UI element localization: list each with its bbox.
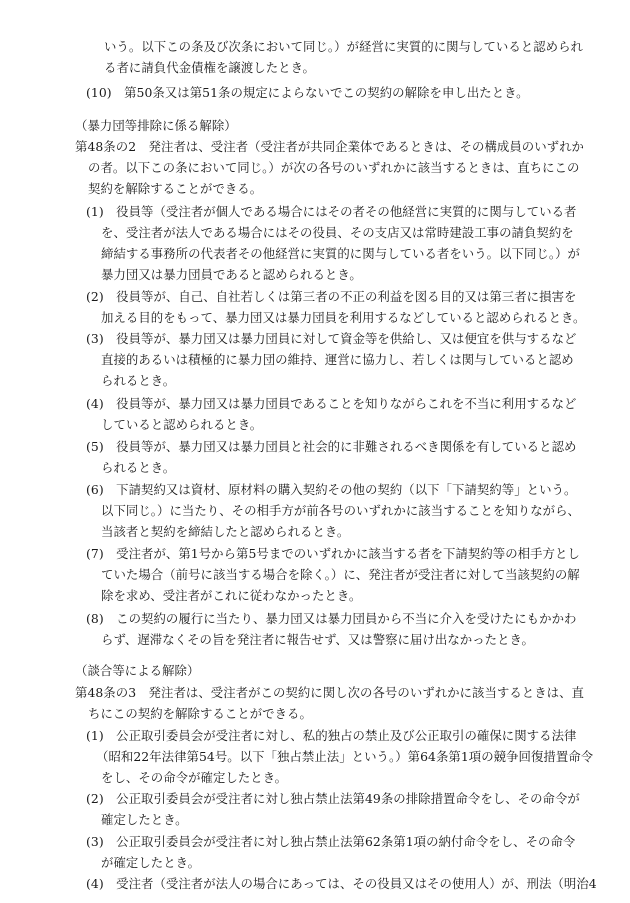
text-line: られるとき。 bbox=[101, 459, 176, 475]
section-heading: （談合等による解除） bbox=[75, 663, 200, 679]
text-line: が確定したとき。 bbox=[101, 854, 201, 870]
list-item: (3) 役員等が、暴力団又は暴力団員に対して資金等を供給し、又は便宜を供与するなど bbox=[86, 330, 577, 346]
list-item: (4) 受注者（受注者が法人の場合にあっては、その役員又はその使用人）が、刑法（明治4 bbox=[86, 876, 597, 891]
section-heading: （暴力団等排除に係る解除） bbox=[75, 118, 237, 134]
text-line: 締結する事務所の代表者その他経営に実質的に関与している者をいう。以下同じ。）が bbox=[101, 246, 580, 262]
text-line: 直接的あるいは積極的に暴力団の維持、運営に協力し、若しくは関与していると認め bbox=[101, 352, 574, 368]
text-line: 確定したとき。 bbox=[101, 812, 188, 828]
text-line: の者。以下この条において同じ。）が次の各号のいずれかに該当するときは、直ちにこの bbox=[88, 159, 580, 175]
text-line: いう。以下この条及び次条において同じ。）が経営に実質的に関与していると認められ bbox=[104, 39, 583, 54]
text-line: 除を求め、受注者がこれに従わなかったとき。 bbox=[101, 588, 362, 604]
list-item: (8) この契約の履行に当たり、暴力団又は暴力団員から不当に介入を受けたにもかかわ bbox=[86, 610, 577, 626]
text-line: していると認められるとき。 bbox=[101, 417, 263, 433]
list-item: (4) 役員等が、暴力団又は暴力団員であることを知りながらこれを不当に利用するなど bbox=[86, 396, 577, 412]
text-line: る者に請負代金債権を譲渡したとき。 bbox=[104, 60, 315, 76]
text-line: 加える目的をもって、暴力団又は暴力団員を利用するなどしていると認められるとき。 bbox=[101, 309, 586, 325]
list-item: (2) 役員等が、自己、自社若しくは第三者の不正の利益を図る目的又は第三者に損害を bbox=[86, 288, 577, 304]
text-line: ていた場合（前号に該当する場合を除く。）に、発注者が受注者に対して当該契約の解 bbox=[101, 567, 580, 583]
list-item: (7) 受注者が、第1号から第5号までのいずれかに該当する者を下請契約等の相手方とし bbox=[86, 546, 580, 562]
list-item: (6) 下請契約又は資材、原材料の購入契約その他の契約（以下「下請契約等」という。 bbox=[86, 481, 577, 497]
text-line: を、受注者が法人である場合にはその役員、その支店又は常時建設工事の請負契約を bbox=[101, 225, 574, 241]
list-item: (1) 公正取引委員会が受注者に対し、私的独占の禁止及び公正取引の確保に関する法律 bbox=[86, 727, 577, 743]
article-text: 第48条の3 発注者は、受注者がこの契約に関し次の各号のいずれかに該当するときは、直 bbox=[75, 684, 584, 700]
list-item: (3) 公正取引委員会が受注者に対し独占禁止法第62条第1項の納付命令をし、その命令 bbox=[86, 833, 576, 849]
list-item: (5) 役員等が、暴力団又は暴力団員と社会的に非難されるべき関係を有していると認め bbox=[86, 438, 577, 454]
article-text: 第48条の2 発注者は、受注者（受注者が共同企業体であるときは、その構成員のいずれか bbox=[75, 138, 584, 154]
text-line: (10) 第50条又は第51条の規定によらないでこの契約の解除を申し出たとき。 bbox=[86, 84, 529, 100]
text-line: らず、遅滞なくその旨を発注者に報告せず、又は警察に届け出なかったとき。 bbox=[101, 631, 534, 647]
text-line: をし、その命令が確定したとき。 bbox=[101, 770, 288, 786]
list-item: (2) 公正取引委員会が受注者に対し独占禁止法第49条の排除措置命令をし、その命令が bbox=[86, 791, 580, 807]
text-line: （昭和22年法律第54号。以下「独占禁止法」という。）第64条第1項の競争回復措置命令 bbox=[96, 748, 594, 764]
text-line: られるとき。 bbox=[101, 373, 176, 389]
text-line: ちにこの契約を解除することができる。 bbox=[88, 705, 312, 721]
text-line: 当該者と契約を締結したと認められるとき。 bbox=[101, 524, 350, 540]
text-line: 以下同じ。）に当たり、その相手方が前各号のいずれかに該当することを知りながら、 bbox=[101, 502, 580, 518]
text-line: 契約を解除することができる。 bbox=[88, 180, 263, 196]
text-line: 暴力団又は暴力団員であると認められるとき。 bbox=[101, 267, 362, 283]
list-item: (1) 役員等（受注者が個人である場合にはその者その他経営に実質的に関与している者 bbox=[86, 203, 577, 219]
